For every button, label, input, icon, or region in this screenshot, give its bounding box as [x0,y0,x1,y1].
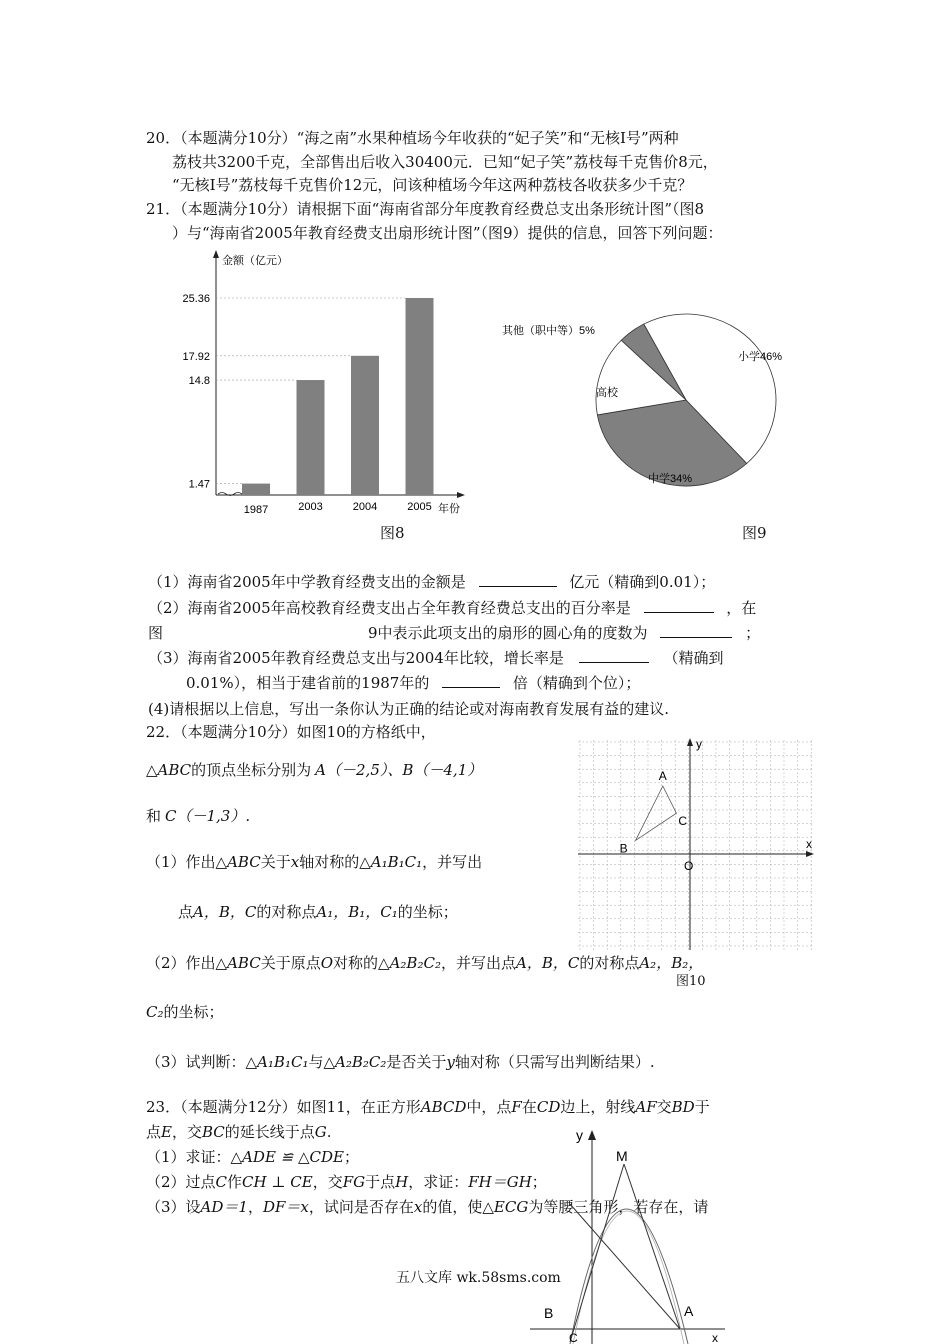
q23-text: （3）设 [146,1198,201,1216]
q22-p1-write: ，并写出 [422,853,483,871]
y-axis-label: 金额（亿元） [222,255,288,267]
triangle-abc [636,786,677,840]
q22-part2 [146,953,703,973]
segment-bd: BD [671,1098,695,1116]
axis-x: x [290,853,300,871]
q22-p3-about: 是否关于 [386,1053,447,1071]
x-tick-label: 2005 [407,501,432,513]
segment-fg: FG [342,1173,366,1191]
q22-part3 [146,1052,655,1072]
df-equals-x: DF＝x [262,1198,309,1216]
q22-p1-sym: 轴对称的 [299,853,360,871]
q22-p2-text: （2）作出 [146,954,216,972]
point-c2: C₂ [146,1003,164,1021]
triangle-ecg: △ECG [482,1198,529,1216]
q22-p2-write: ，并写出点 [440,954,516,972]
figure10-caption: 图10 [676,974,706,989]
q21-part2b-text: 9中表示此项支出的扇形的圆心角的度数为 [368,624,648,642]
q21-part2b [368,623,760,643]
q22-p2-origin: 关于原点 [260,954,321,972]
label-c: C [678,814,688,829]
bar-2005 [406,298,434,495]
pie-label: 中学34% [648,473,693,485]
q23-text: 23．（本题满分12分）如图11，在正方形 [146,1098,421,1116]
q23-text: ，求证： [408,1173,469,1191]
x-axis-label: 年份 [438,503,460,515]
bar-chart-figure8 [180,248,480,520]
congruence-statement: △ADE ≌ △CDE [230,1148,344,1166]
x-axis-arrow [806,851,814,857]
q22-p1-text: （1）作出 [146,853,216,871]
q22-coords: 的坐标； [397,903,458,921]
point-g: G [314,1123,327,1141]
q21-part3 [148,648,723,668]
label-y: y [696,737,702,751]
q23-part2 [146,1172,547,1192]
q22-line1: 22．（本题满分10分）如图10的方格纸中， [146,723,436,741]
label-y: y [576,1127,583,1143]
x-tick-label: 2004 [352,501,378,513]
triangle-abc: △ABC [146,761,192,779]
q23-part1 [146,1147,359,1167]
q22-sympoints: 的对称点 [256,903,317,921]
y-axis-arrow [213,250,219,258]
q23-text: 交 [656,1098,672,1116]
y-axis-arrow [588,1130,596,1140]
point-f: F [511,1098,522,1116]
q23-line2 [146,1122,332,1142]
segment-cd: CD [536,1098,561,1116]
x-tick-label: 1987 [243,504,269,516]
answer-blank[interactable] [479,572,557,587]
q20-line3: “无核Ⅰ号”荔枝每千克售价12元，问该种植场今年这两种荔枝各收获多少千克？ [172,176,693,194]
vertex-coord-c: C（－1,3）. [165,807,251,825]
q23-line1 [146,1097,710,1117]
bar-1987 [242,484,270,495]
pie-label: 高校 [596,387,618,399]
q21-part2-tail: ，在 [726,599,757,617]
q22-p3-tail: 轴对称（只需写出判断结果）. [454,1053,655,1071]
segment-mb [570,1164,624,1342]
q23-text: ，试问是否存在 [308,1198,414,1216]
point-h: H [395,1173,409,1191]
triangle-a1b1c1: △A₁B₁C₁ [359,853,423,871]
q22-p3-and: 与 [308,1053,324,1071]
pie-label: 小学46% [738,351,783,363]
q22-p2-coords: 的坐标； [163,1003,224,1021]
segment-ma [624,1164,680,1329]
parabola-curve [570,1209,688,1344]
pie-chart-figure9 [496,290,786,515]
label-a: A [684,1303,694,1319]
q21-part1-tail: 亿元（精确到0.01）； [569,573,716,591]
q23-text: 边上，射线 [560,1098,636,1116]
footer-watermark: 五八文库 wk.58sms.com [396,1270,561,1286]
label-b: B [619,841,628,856]
q22-part1 [146,852,482,872]
y-tick-label: 1.47 [188,478,210,491]
q22-p2-sym: 对称的 [333,954,379,972]
q23-text: ， [247,1198,263,1216]
vertex-coords-ab: A（－2,5）、B（－4,1） [315,761,483,779]
label-a: A [658,769,667,783]
q20-line1: 20．（本题满分10分）“海之南”水果种植场今年收获的“妃子笑”和“无核Ⅰ号”两种 [146,129,679,147]
figure8-caption: 图8 [380,524,405,542]
q23-text: 在 [521,1098,537,1116]
label-m: M [616,1148,628,1164]
q22-part2b [146,1002,224,1022]
q23-text: 中，点 [466,1098,512,1116]
triangle-abc: △ABC [215,954,261,972]
points-abc: A，B，C [515,954,580,972]
x-axis-arrow [457,492,465,498]
q21-part1-text: （1）海南省2005年中学教育经费支出的金额是 [148,573,466,591]
q21-part3-tail: （精确到 [663,649,724,667]
equality-fh-gh: FH＝GH [468,1173,532,1191]
bar-2003 [297,380,325,495]
q23-text: 作 [227,1173,243,1191]
q22-line3 [146,806,250,826]
q21-part2 [148,598,756,618]
q23-text: 点 [146,1123,162,1141]
segment-bc: BC [201,1123,225,1141]
perpendicular-ch: CH ⊥ CE [242,1173,313,1191]
ray-af: AF [635,1098,657,1116]
q23-text: ，交 [312,1173,343,1191]
x-tick-label: 2003 [298,501,323,513]
y-tick-label: 25.36 [182,293,210,305]
answer-blank[interactable] [579,648,649,663]
q23-text: . [326,1123,332,1141]
q22-line2-text: 的顶点坐标分别为 [191,761,312,779]
q22-and: 和 [146,807,162,825]
q20-line2: 荔枝共3200千克，全部售出后收入30400元．已知“妃子笑”荔枝每千克售价8元， [172,153,718,171]
q23-text: 的延长线于点 [224,1123,315,1141]
q21-part3b [186,673,640,693]
point-c: C [215,1173,228,1191]
q21-part2-text: （2）海南省2005年高校教育经费支出占全年教育经费总支出的百分率是 [148,599,631,617]
label-b: B [544,1305,554,1321]
q23-text: ，交 [171,1123,202,1141]
point-e: E [161,1123,172,1141]
bar-2004 [351,356,379,495]
variable-x: x [413,1198,423,1216]
q21-part3b-tail: 倍（精确到个位）； [512,674,641,692]
grid-figure10 [578,736,818,956]
q22-point: 点 [178,903,194,921]
q21-part1 [148,572,715,592]
answer-blank[interactable] [442,673,500,688]
q21-part2b-tail: ； [745,624,761,642]
figure9-caption: 图9 [742,524,767,542]
triangle-abc: △ABC [215,853,261,871]
q23-text: ； [343,1148,359,1166]
label-o: O [684,859,694,873]
q22-line2 [146,760,482,780]
q21-line1: 21．（本题满分10分）请根据下面“海南省部分年度教育经费总支出条形统计图”（图8 [146,200,705,218]
q23-text: 于点 [365,1173,396,1191]
y-tick-label: 17.92 [182,350,210,363]
ad-equals-1: AD＝1 [200,1198,248,1216]
q22-p3-text: （3）试判断： [146,1053,246,1071]
q21-part3b-text: 0.01%），相当于建省前的1987年的 [186,674,430,692]
y-tick-label: 14.8 [188,375,210,388]
q23-text: 为等腰三角形，若存在，请 [528,1198,709,1216]
label-x: x [806,837,812,851]
q23-text: （1）求证： [146,1148,231,1166]
triangle-a2b2c2: △A₂B₂C₂ [323,1053,387,1071]
q23-text: ； [531,1173,547,1191]
label-x: x [712,1331,718,1344]
origin-o: O [320,954,334,972]
q22-p1-about: 关于 [260,853,291,871]
q23-text: 于 [694,1098,710,1116]
axis-y: y [446,1053,455,1071]
answer-blank[interactable] [660,623,732,638]
q22-part1b [178,902,458,922]
q23-text: 的值，使 [422,1198,483,1216]
q21-part2b-left: 图 [148,624,164,642]
triangle-a2b2c2: △A₂B₂C₂ [378,954,441,972]
points-abc: A，B，C [193,903,257,921]
q21-line2: ）与“海南省2005年教育经费支出扇形统计图”（图9）提供的信息，回答下列问题： [172,224,723,242]
label-c: C [569,1331,578,1344]
triangle-a1b1c1: △A₁B₁C₁ [245,1053,309,1071]
q21-part3-text: （3）海南省2005年教育经费总支出与2004年比较，增长率是 [148,649,564,667]
parabola-figure [530,1124,730,1344]
square-abcd: ABCD [420,1098,467,1116]
points-a2b2: A₂，B₂， [639,954,704,972]
pie-label: 其他（职中等）5% [502,325,595,337]
q21-part4: (4)请根据以上信息，写出一条你认为正确的结论或对海南教育发展有益的建议. [148,700,670,718]
points-a1b1c1: A₁，B₁，C₁ [316,903,398,921]
q23-text: （2）过点 [146,1173,216,1191]
q22-p2-sympoints: 的对称点 [579,954,640,972]
answer-blank[interactable] [644,598,714,613]
